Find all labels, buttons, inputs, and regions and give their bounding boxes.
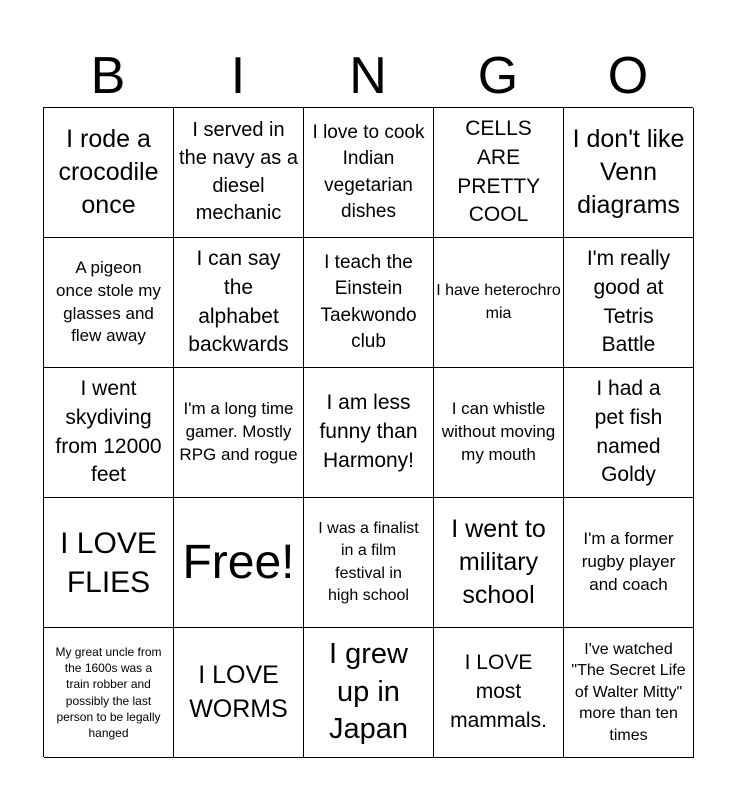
- bingo-cell[interactable]: I'm a former rugby player and coach: [564, 498, 694, 628]
- header-letter-n: N: [349, 47, 387, 105]
- bingo-cell[interactable]: My great uncle from the 1600s was a train robber and possibly the last person to be legally hanged: [44, 628, 174, 758]
- bingo-cell[interactable]: I LOVE most mammals.: [434, 628, 564, 758]
- bingo-cell[interactable]: I rode a crocodile once: [44, 108, 174, 238]
- bingo-cell[interactable]: I served in the navy as a diesel mechanic: [174, 108, 304, 238]
- bingo-cell[interactable]: I LOVE FLIES: [44, 498, 174, 628]
- bingo-cell[interactable]: I have heterochromia: [434, 238, 564, 368]
- bingo-cell[interactable]: I can say the alphabet backwards: [174, 238, 304, 368]
- bingo-cell[interactable]: I went skydiving from 12000 feet: [44, 368, 174, 498]
- bingo-cell[interactable]: I grew up in Japan: [304, 628, 434, 758]
- header-letter-o: O: [607, 47, 649, 105]
- bingo-cell[interactable]: I was a finalist in a film festival in high school: [304, 498, 434, 628]
- bingo-cell[interactable]: I had a pet fish named Goldy: [564, 368, 694, 498]
- bingo-cell[interactable]: I am less funny than Harmony!: [304, 368, 434, 498]
- bingo-cell[interactable]: I can whistle without moving my mouth: [434, 368, 564, 498]
- bingo-cell[interactable]: I've watched "The Secret Life of Walter Mitty" more than ten times: [564, 628, 694, 758]
- free-space[interactable]: Free!: [174, 498, 304, 628]
- bingo-card: [43, 107, 693, 757]
- bingo-cell[interactable]: A pigeon once stole my glasses and flew away: [44, 238, 174, 368]
- header-letter-g: G: [477, 47, 519, 105]
- bingo-cell[interactable]: I'm a long time gamer. Mostly RPG and rogue: [174, 368, 304, 498]
- header-letter-b: B: [90, 47, 126, 105]
- bingo-cell[interactable]: I LOVE WORMS: [174, 628, 304, 758]
- bingo-cell[interactable]: I'm really good at Tetris Battle: [564, 238, 694, 368]
- bingo-cell[interactable]: I teach the Einstein Taekwondo club: [304, 238, 434, 368]
- bingo-cell[interactable]: I went to military school: [434, 498, 564, 628]
- header-letter-i: I: [230, 47, 246, 105]
- bingo-cell[interactable]: I don't like Venn diagrams: [564, 108, 694, 238]
- bingo-header: [43, 46, 693, 106]
- bingo-cell[interactable]: CELLS ARE PRETTY COOL: [434, 108, 564, 238]
- bingo-cell[interactable]: I love to cook Indian vegetarian dishes: [304, 108, 434, 238]
